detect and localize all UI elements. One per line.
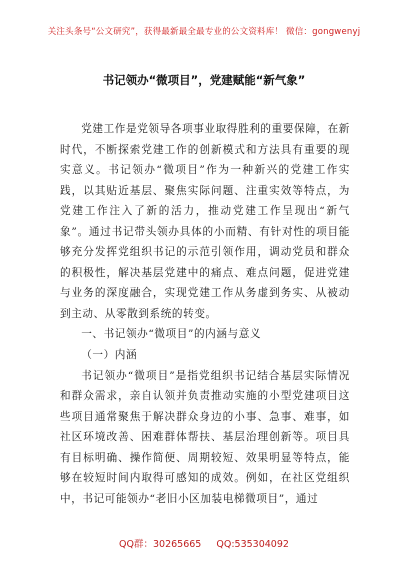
footer-qq-group: QQ群：30265665: [119, 539, 202, 550]
document-body: [60, 119, 350, 509]
header-promo-note: 关注头条号“公文研究”，获得最新最全最专业的公文资料库！ 微信：gongwenyj: [47, 27, 361, 37]
body-paragraph: 书记领办“微项目”是指党组织书记结合基层实际情况和群众需求，亲自认领并负责推动实施的小型党建项目这些项目通常聚焦于解决群众身边的小事、急事、难事，如社区环境改善、困难群体帮扶、基层治理创新等。项目具有目标明确、操作简便、周期较短、效果明显等特点，能够在较短时间内取得可感知的成效。例如，在社区党组织中，书记可能领办“老旧小区加装电梯微项目”，通过: [60, 369, 350, 505]
section-heading: 一、书记领办“微项目”的内涵与意义: [81, 328, 262, 341]
intro-paragraph: 党建工作是党领导各项事业取得胜利的重要保障，在新时代，不断探索党建工作的创新模式和方法具有重要的现实意义。书记领办“微项目”作为一种新兴的党建工作实践，以其贴近基层、聚焦实际问题、注重实效等特点，为党建工作注入了新的活力，推动党建工作呈现出“新气象”。通过书记带头领办具体的小而精、有针对性的项目能够充分发挥党组织书记的示范引领作用，调动党员和群众的积极性，解决基层党建中的痛点、难点问题，促进党建与业务的深度融合，实现党建工作从务虚到务实、从被动到主动、从零散到系统的转变。: [60, 123, 350, 320]
document-title: 书记领办“微项目”，党建赋能“新气象”: [102, 73, 306, 87]
subsection-heading: （一）内涵: [81, 349, 138, 362]
footer-qq: QQ:535304092: [216, 539, 289, 550]
footer-contact: [0, 536, 408, 550]
